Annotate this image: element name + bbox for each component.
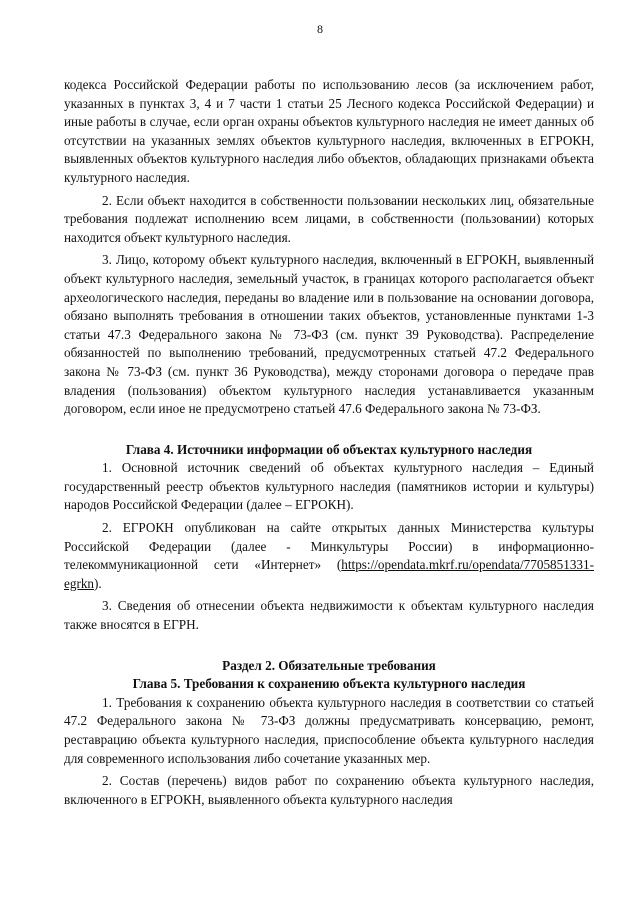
- chapter-5-paragraph-1: 1. Требования к сохранению объекта культурного наследия в соответствии со статьей 47.2 Федерального закона № 73-ФЗ должны предусматривать консервацию, ремонт, реставрацию объекта культурного наследия, приспособление объекта культурного наследия для современного использования либо сочетание указанных мер.: [64, 694, 594, 766]
- chapter-5-heading: Глава 5. Требования к сохранению объекта культурного наследия: [132, 676, 526, 692]
- paragraph-continuation: кодекса Российской Федерации работы по использованию лесов (за исключением работ, указанных в пунктах 3, 4 и 7 части 1 статьи 25 Лесного кодекса Российской Федерации) и иные работы в случае, если орган охраны объектов культурного наследия не имеет данных об отсутствии на указанных землях объектов культурного наследия, включенных в ЕГРОКН, выявленных объектов культурного наследия либо объектов, обладающих признаками объекта культурного наследия.: [64, 77, 594, 185]
- paragraph-item-3: 3. Лицо, которому объект культурного наследия, включенный в ЕГРОКН, выявленный объект культурного наследия, земельный участок, в границах которого располагается объект археологического наследия, переданы во владение или в пользование на основании договора, обязано выполнять требования в отношении таких объектов, установленные пунктами 1-3 статьи 47.3 Федерального закона № 73-ФЗ (см. пункт 39 Руководства). Распределение обязанностей по выполнению требований, предусмотренных статьей 47.2 Федерального закона № 73-ФЗ (см. пункт 36 Руководства), между сторонами договора о передаче прав владения (пользования) объектом культурного наследия устанавливается указанным договором, если иное не предусмотрено статьей 47.6 Федерального закона № 73-ФЗ.: [64, 252, 594, 417]
- page-number: 8: [317, 22, 323, 36]
- chapter-4-paragraph-3: 3. Сведения об отнесении объекта недвижимости к объектам культурного наследия также вносятся в ЕГРН.: [64, 598, 594, 633]
- spacer: [64, 419, 594, 441]
- chapter-4-paragraph-2-end: ).: [94, 575, 102, 591]
- section-2-heading: Раздел 2. Обязательные требования: [222, 657, 436, 673]
- chapter-5-paragraph-2: 2. Состав (перечень) видов работ по сохранению объекта культурного наследия, включенного в ЕГРОКН, выявленного объекта культурного наследия: [64, 773, 594, 807]
- egrokn-link[interactable]: https://opendata.mkrf.ru/opendata/7705851331-egrkn: [64, 557, 594, 591]
- chapter-4-heading: Глава 4. Источники информации об объектах культурного наследия: [125, 441, 533, 457]
- paragraph-item-2: 2. Если объект находится в собственности пользовании нескольких лиц, обязательные требования подлежат исполнению всем лицами, в собственности (пользовании) которых находится объект культурного наследия.: [64, 192, 594, 245]
- spacer: [64, 635, 594, 657]
- chapter-4-paragraph-2-text: 2. ЕГРОКН опубликован на сайте открытых данных Министерства культуры Российской Федерации (далее - Минкультуры России) в информационно-телекоммуникационной сети «Интернет» (: [64, 520, 594, 573]
- document-body: [64, 76, 594, 809]
- chapter-4-paragraph-1: 1. Основной источник сведений об объектах культурного наследия – Единый государственный реестр объектов культурного наследия (памятников истории и культуры) народов Российской Федерации (далее – ЕГРОКН).: [64, 460, 594, 513]
- chapter-4-paragraph-2: [64, 519, 594, 593]
